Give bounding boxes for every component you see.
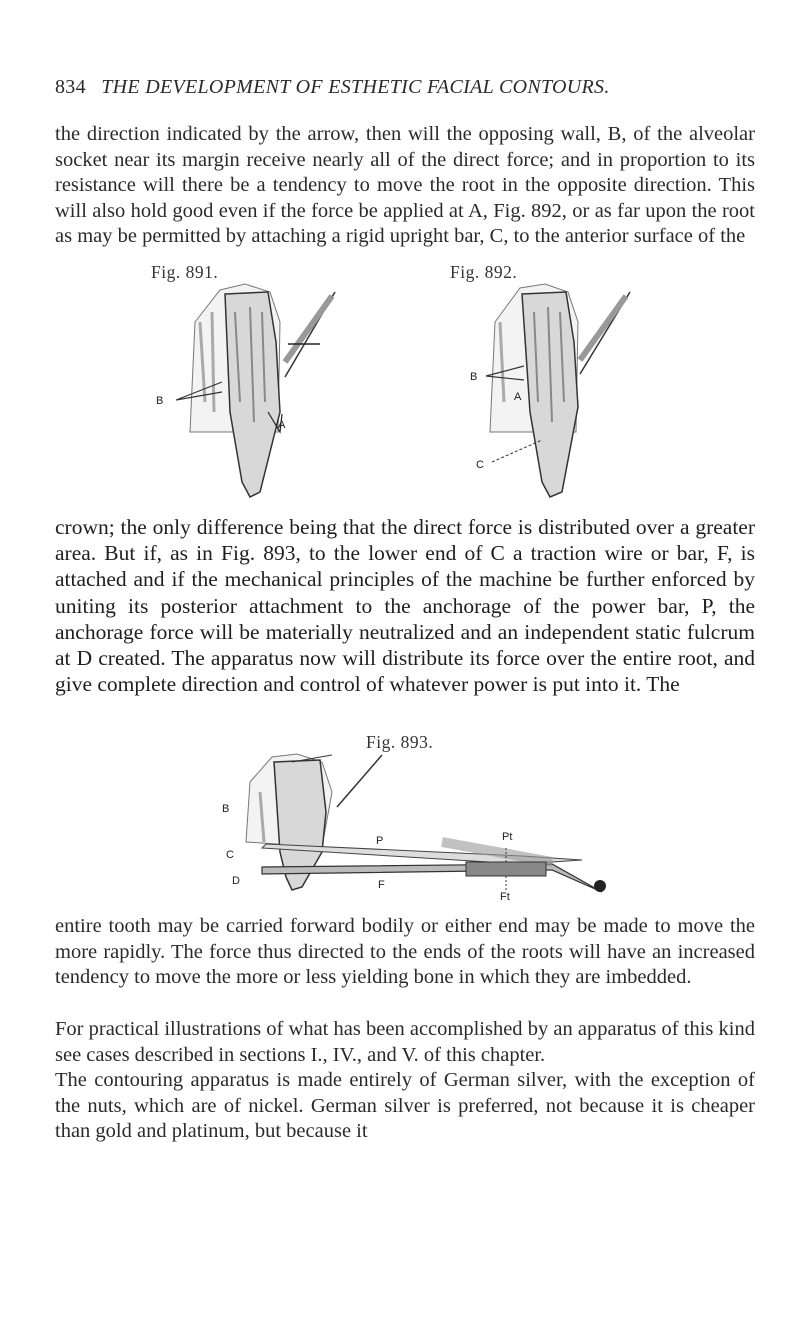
fig-892-label-b: B	[470, 371, 478, 383]
fig-891-label-a: A	[278, 419, 286, 431]
fig-893-label-pt: Pt	[502, 831, 513, 843]
paragraph-4: For practical illustrations of what has been accomplished by an apparatus of this kind see cases described in sections I., IV., and V. of this chapter.	[55, 1018, 755, 1066]
paragraph-5: The contouring apparatus is made entirely of German silver, with the exception of the nuts, which are of nickel. German silver is preferred, not because it is cheaper than gold and platinum, but because it	[55, 1069, 755, 1143]
fig-893-label-p: P	[376, 835, 384, 847]
fig-892-label-a: A	[514, 391, 522, 403]
fig-891-caption: Fig. 891.	[151, 262, 219, 282]
fig-893-label-d: D	[232, 875, 240, 887]
fig-893-label-c: C	[226, 849, 234, 861]
fig-891-label-b: B	[156, 395, 164, 407]
running-title: THE DEVELOPMENT OF ESTHETIC FACIAL CONTOURS.	[101, 76, 610, 98]
fig-893-illustration	[222, 752, 622, 902]
page-number: 834	[55, 76, 86, 98]
fig-891-illustration	[150, 282, 360, 502]
running-header	[55, 76, 755, 99]
fig-892-illustration	[440, 282, 640, 502]
fig-893-caption: Fig. 893.	[366, 732, 434, 752]
paragraph-2: crown; the only difference being that the direct force is distributed over a greater area. But if, as in Fig. 893, to the lower end of C a traction wire or bar, F, is attached and if the mechanical principles of the machine be further enforced by uniting its posterior attachment to the anchorage of the power bar, P, the anchorage force will be materially neutralized and an independent static fulcrum at D created. The apparatus now will distribute its force over the entire root, and give complete direction and control of whatever power is put into it. The	[55, 515, 755, 697]
fig-893-label-f: F	[378, 879, 385, 891]
paragraph-1: the direction indicated by the arrow, then will the opposing wall, B, of the alveolar socket near its margin receive nearly all of the direct force; and in proportion to its resistance will there be a tendency to move the root in the opposite direction. This will also hold good even if the force be applied at A, Fig. 892, or as far upon the root as may be permitted by attaching a rigid upright bar, C, to the anterior surface of the	[55, 123, 755, 248]
fig-892-caption: Fig. 892.	[450, 262, 518, 282]
fig-893-label-b: B	[222, 803, 230, 815]
paragraph-3: entire tooth may be carried forward bodily or either end may be made to move the more rapidly. The force thus directed to the ends of the roots will have an increased tendency to move the more or less yielding bone in which they are imbedded.	[55, 915, 755, 989]
fig-892-label-c: C	[476, 459, 484, 471]
fig-893-label-ft: Ft	[500, 891, 510, 902]
